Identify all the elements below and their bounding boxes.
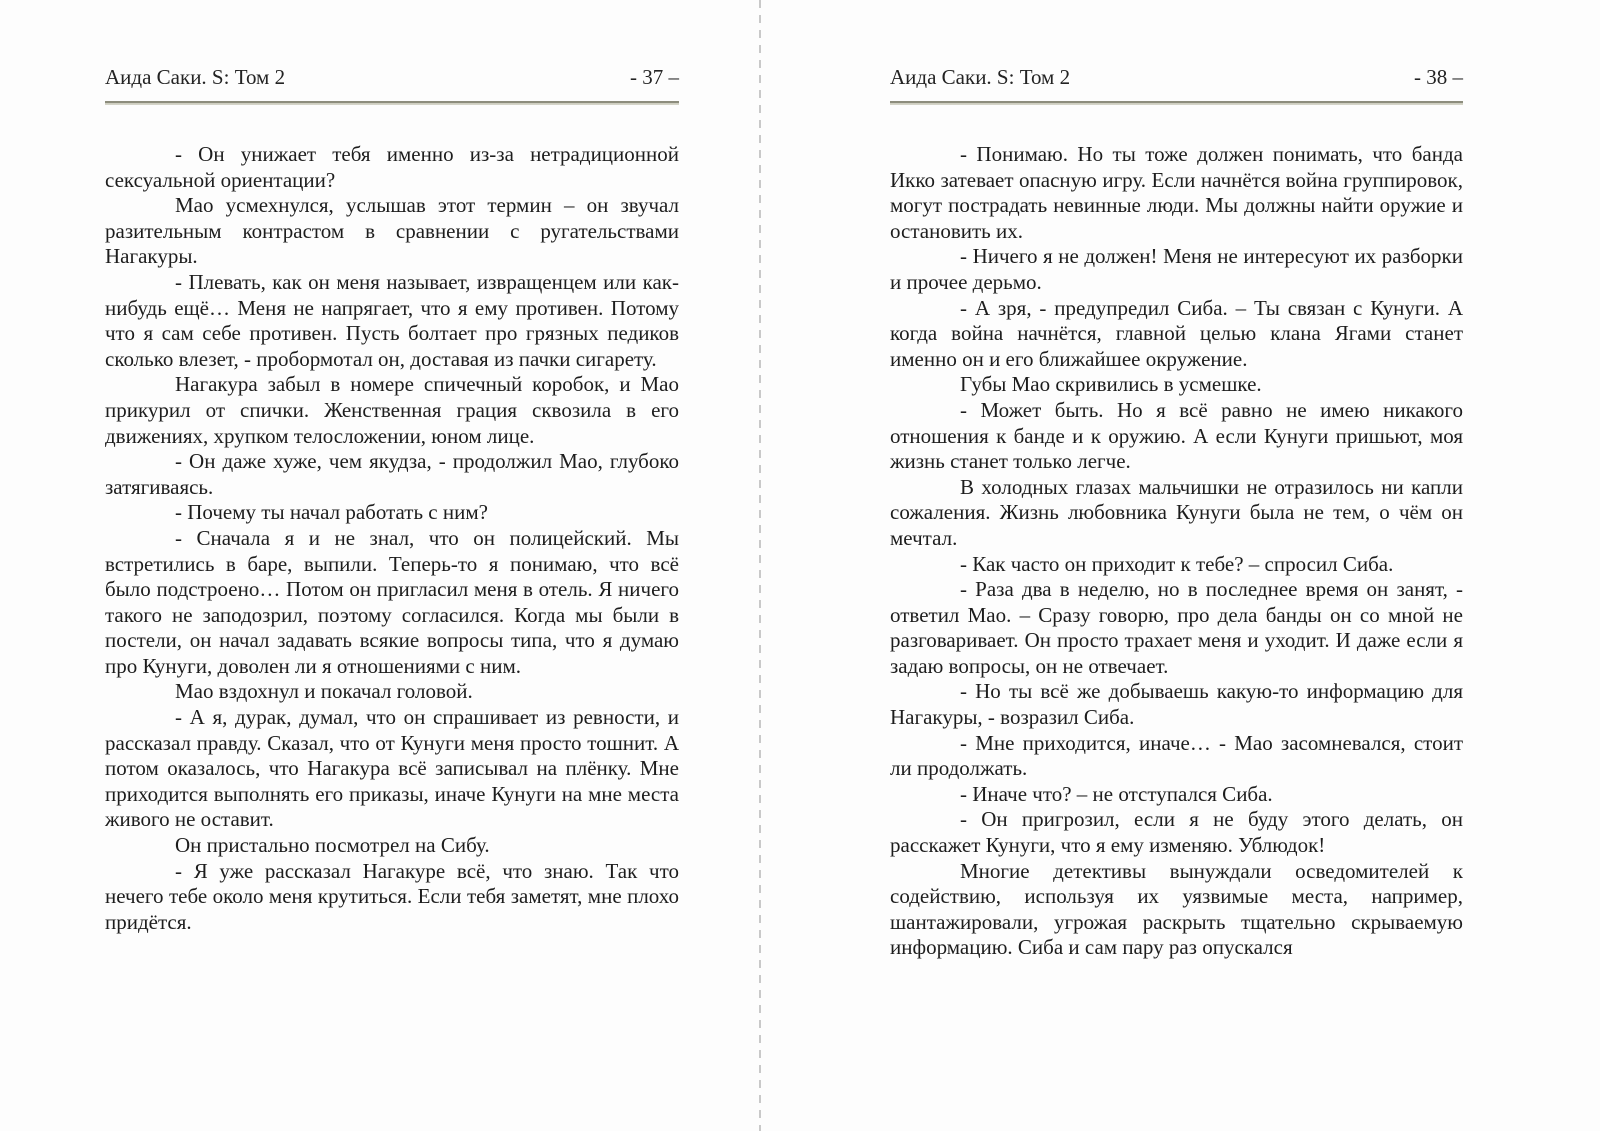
paragraph: В холодных глазах мальчишки не отразилось ни капли сожаления. Жизнь любовника Кунуги была не тем, о чём он мечтал. bbox=[890, 474, 1463, 550]
paragraph: - Может быть. Но я всё равно не имею никакого отношения к банде и к оружию. А если Кунуги пришьют, моя жизнь станет только легче. bbox=[890, 397, 1463, 474]
running-header bbox=[890, 64, 1463, 90]
running-title: Аида Саки. S: Том 2 bbox=[890, 65, 1071, 89]
page-body bbox=[105, 142, 679, 935]
page-body bbox=[890, 142, 1463, 961]
paragraph: - Он унижает тебя именно из-за нетрадиционной сексуальной ориентации? bbox=[105, 142, 679, 192]
page-number: - 38 – bbox=[1414, 65, 1463, 89]
paragraph: - Понимаю. Но ты тоже должен понимать, что банда Икко затевает опасную игру. Если начнётся война группировок, могут пострадать невинные люди. Мы должны найти оружие и остановить их. bbox=[890, 142, 1463, 243]
paragraph: - Он пригрозил, если я не буду этого делать, он расскажет Кунуги, что я ему изменяю. Ублюдок! bbox=[890, 807, 1463, 858]
page-divider bbox=[759, 0, 761, 1131]
page-number: - 37 – bbox=[630, 65, 679, 89]
paragraph: - Ничего я не должен! Меня не интересуют их разборки и прочее дерьмо. bbox=[890, 244, 1463, 294]
paragraph: - Я уже рассказал Нагакуре всё, что знаю. Так что нечего тебе около меня крутиться. Если тебя заметят, мне плохо придётся. bbox=[105, 858, 679, 934]
book-page-left bbox=[105, 64, 679, 935]
paragraph: Он пристально посмотрел на Сибу. bbox=[175, 833, 490, 858]
paragraph: Нагакура забыл в номере спичечный коробок, и Мао прикурил от спички. Женственная грация сквозила в его движениях, хрупком телосложении, юном лице. bbox=[105, 372, 679, 448]
paragraph: Мао вздохнул и покачал головой. bbox=[175, 679, 473, 704]
paragraph: - А зря, - предупредил Сиба. – Ты связан с Кунуги. А когда война начнётся, главной целью клана Ягами станет именно он и его ближайшее окружение. bbox=[890, 295, 1463, 371]
paragraph: - Иначе что? – не отступался Сиба. bbox=[960, 781, 1273, 806]
running-header bbox=[105, 64, 679, 90]
paragraph: - А я, дурак, думал, что он спрашивает из ревности, и рассказал правду. Сказал, что от Кунуги меня просто тошнит. А потом оказалось, что Нагакура всё записывал на плёнку. Мне приходится выполнять его приказы, иначе Кунуги на мне места живого не оставит. bbox=[105, 705, 679, 832]
book-page-right bbox=[890, 64, 1463, 961]
running-title: Аида Саки. S: Том 2 bbox=[105, 65, 286, 89]
paragraph: - Но ты всё же добываешь какую-то информацию для Нагакуры, - возразил Сиба. bbox=[890, 679, 1463, 730]
header-rule bbox=[105, 101, 679, 105]
paragraph: - Мне приходится, иначе… - Мао засомневался, стоит ли продолжать. bbox=[890, 730, 1463, 781]
paragraph: - Почему ты начал работать с ним? bbox=[175, 500, 488, 525]
paragraph: - Сначала я и не знал, что он полицейский. Мы встретились в баре, выпили. Теперь-то я понимаю, что всё было подстроено… Потом он пригласил меня в отель. Я ничего такого не заподозрил, поэтому согласился. Когда мы были в постели, он начал задавать всякие вопросы типа, что я думаю про Кунуги, доволен ли я отношениями с ним. bbox=[105, 525, 679, 678]
paragraph: - Раза два в неделю, но в последнее время он занят, - ответил Мао. – Сразу говорю, про дела банды он со мной не разговаривает. Он просто трахает меня и уходит. И даже если я задаю вопросы, он не отвечает. bbox=[890, 577, 1463, 678]
paragraph: Мао усмехнулся, услышав этот термин – он звучал разительным контрастом в сравнении с ругательствами Нагакуры. bbox=[105, 193, 679, 269]
paragraph: - Он даже хуже, чем якудза, - продолжил Мао, глубоко затягиваясь. bbox=[105, 449, 679, 499]
paragraph: - Плевать, как он меня называет, извращенцем или как-нибудь ещё… Меня не напрягает, что я ему противен. Потому что я сам себе противен. Пусть болтает про грязных педиков сколько влезет, - пробормотал он, доставая из пачки сигарету. bbox=[105, 269, 679, 371]
paragraph: - Как часто он приходит к тебе? – спросил Сиба. bbox=[960, 551, 1394, 576]
paragraph: Губы Мао скривились в усмешке. bbox=[960, 372, 1262, 397]
paragraph: Многие детективы вынуждали осведомителей к содействию, используя их уязвимые места, например, шантажировали, угрожая раскрыть тщательно скрываемую информацию. Сиба и сам пару раз опускался bbox=[890, 858, 1463, 960]
header-rule bbox=[890, 101, 1463, 105]
